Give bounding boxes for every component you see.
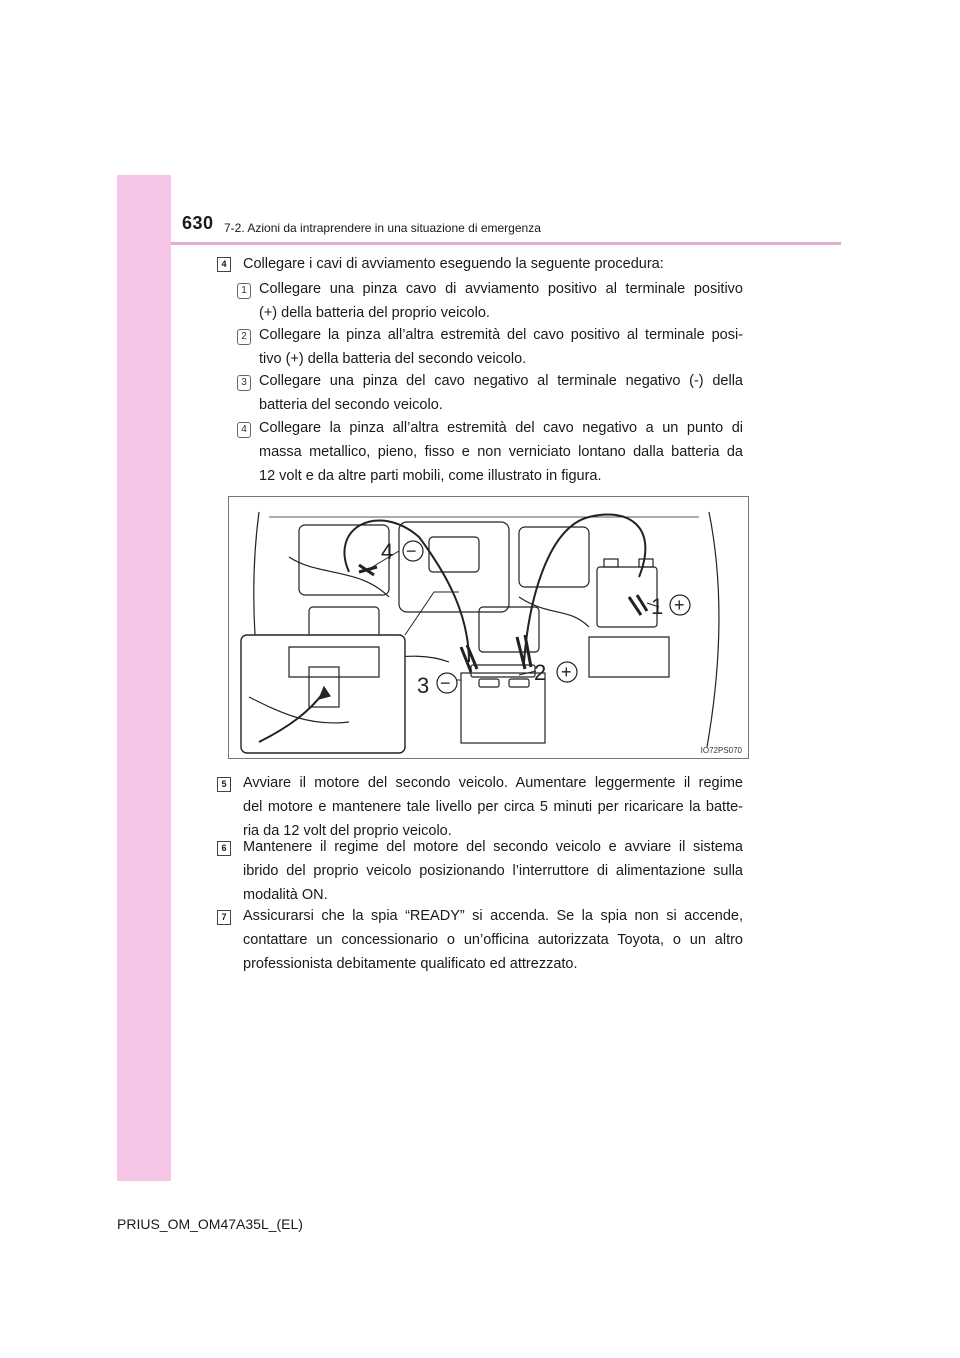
substep-number-2: 2 [237, 329, 251, 345]
substep-1-text [259, 277, 743, 325]
step-number-4: 4 [217, 257, 231, 272]
step-7-text [243, 904, 743, 976]
substep-3-line-2: batteria del secondo veicolo. [259, 397, 443, 413]
substep-number-3: 3 [237, 375, 251, 391]
substep-4-line-1: Collegare la pinza all’altra estremità del cavo negativo a un punto di [259, 420, 743, 436]
step-6-line-2: ibrido del proprio veicolo posizionando l’interruttore di alimentazione sulla [243, 863, 743, 879]
section-title: 7-2. Azioni da intraprendere in una situazione di emergenza [224, 221, 541, 235]
step-5-line-2: del motore e mantenere tale livello per circa 5 minuti per ricaricare la batte- [243, 799, 743, 815]
callout-4-number: 4 [381, 539, 394, 564]
substep-1-line-1: Collegare una pinza cavo di avviamento positivo al terminale positivo [259, 281, 743, 297]
callout-1-number: 1 [651, 594, 664, 619]
callout-2-sign: + [561, 662, 572, 682]
page-number: 630 [182, 213, 214, 233]
callout-3-number: 3 [417, 673, 430, 698]
step-number-5: 5 [217, 777, 231, 792]
step-5-line-1: Avviare il motore del secondo veicolo. Aumentare leggermente il regime [243, 775, 743, 791]
substep-number-4: 4 [237, 422, 251, 438]
substep-2-text [259, 323, 743, 371]
step-6-line-1: Mantenere il regime del motore del secondo veicolo e avviare il sistema [243, 839, 743, 855]
step-4-text: Collegare i cavi di avviamento eseguendo la seguente procedura: [243, 256, 664, 272]
step-7-line-1: Assicurarsi che la spia “READY” si accenda. Se la spia non si accende, [243, 908, 743, 924]
callout-2-number: 2 [534, 660, 547, 685]
substep-4-text [259, 416, 743, 488]
substep-3-line-1: Collegare una pinza del cavo negativo al terminale negativo (-) della [259, 373, 743, 389]
substep-2-line-1: Collegare la pinza all’altra estremità del cavo positivo al terminale posi- [259, 327, 743, 343]
substep-3-text [259, 369, 743, 417]
substep-2-line-2: tivo (+) della batteria del secondo veicolo. [259, 351, 527, 367]
figure-code: IO72PS070 [700, 746, 742, 755]
step-number-6: 6 [217, 841, 231, 856]
callout-3-sign: − [440, 673, 451, 693]
step-7-line-2: contattare un concessionario o un’officina autorizzata Toyota, o un altro [243, 932, 743, 948]
jump-start-illustration [228, 496, 749, 759]
step-5-text [243, 771, 743, 843]
chapter-sidebar-tab [117, 175, 171, 1181]
step-7-line-3: professionista debitamente qualificato ed attrezzato. [243, 956, 578, 972]
callout-1-sign: + [674, 595, 685, 615]
substep-1-line-2: (+) della batteria del proprio veicolo. [259, 305, 490, 321]
step-6-line-3: modalità ON. [243, 887, 328, 903]
header-divider [171, 242, 841, 245]
substep-4-line-2: massa metallico, pieno, fisso e non verniciato lontano dalla batteria da [259, 444, 743, 460]
step-6-text [243, 835, 743, 907]
substep-4-line-3: 12 volt e da altre parti mobili, come illustrato in figura. [259, 468, 602, 484]
step-5-line-3: ria da 12 volt del proprio veicolo. [243, 823, 452, 839]
step-number-7: 7 [217, 910, 231, 925]
substep-number-1: 1 [237, 283, 251, 299]
document-footer-code: PRIUS_OM_OM47A35L_(EL) [117, 1216, 303, 1232]
engine-bay-drawing [229, 497, 748, 758]
callout-4-sign: − [406, 541, 417, 561]
